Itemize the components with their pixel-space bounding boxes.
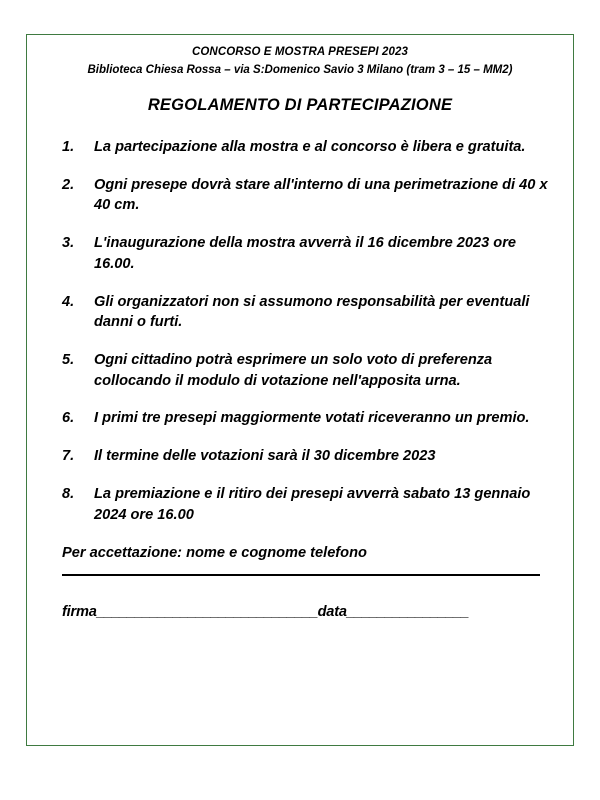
list-item <box>52 233 548 274</box>
data-field[interactable]: ________________ <box>346 604 469 621</box>
list-item-text: Gli organizzatori non si assumono responsabilità per eventuali danni o furti. <box>94 293 530 331</box>
list-item-number: 4. <box>62 293 75 310</box>
firma-label: firma <box>62 604 97 621</box>
list-item-number: 8. <box>62 485 75 502</box>
list-item <box>52 350 548 391</box>
list-item-text: Ogni presepe dovrà stare all'interno di una perimetrazione di 40 x 40 cm. <box>94 176 548 214</box>
page-title: REGOLAMENTO DI PARTECIPAZIONE <box>147 96 453 114</box>
list-item <box>52 292 548 333</box>
list-item-text: I primi tre presepi maggiormente votati riceveranno un premio. <box>94 410 530 427</box>
data-label: data <box>317 604 347 621</box>
signature-row <box>62 604 548 620</box>
list-item <box>52 484 548 525</box>
list-item-number: 1. <box>62 139 75 155</box>
list-item-number: 5. <box>62 352 75 369</box>
rules-list <box>52 137 548 525</box>
list-item <box>52 137 548 158</box>
document-content <box>26 34 574 746</box>
list-item <box>52 175 548 216</box>
list-item-text: Ogni cittadino potrà esprimere un solo voto di preferenza collocando il modulo di votazione nell'apposita urna. <box>94 352 493 389</box>
list-item-text: Il termine delle votazioni sarà il 30 dicembre 2023 <box>94 448 436 465</box>
list-item-text: L'inaugurazione della mostra avverrà il 16 dicembre 2023 ore 16.00. <box>94 235 517 272</box>
list-item-number: 7. <box>62 448 75 465</box>
list-item-number: 6. <box>62 410 75 427</box>
acceptance-underline <box>62 563 540 576</box>
list-item-text: La partecipazione alla mostra e al concorso è libera e gratuita. <box>94 139 526 155</box>
acceptance-label: Per accettazione: nome e cognome telefono <box>62 545 367 562</box>
document-header-title: CONCORSO E MOSTRA PRESEPI 2023 <box>191 46 408 58</box>
list-item-text: La premiazione e il ritiro dei presepi avverrà sabato 13 gennaio 2024 ore 16.00 <box>94 485 531 523</box>
list-item <box>52 408 548 429</box>
list-item <box>52 446 548 467</box>
firma-field[interactable]: _____________________________ <box>96 604 318 621</box>
list-item-number: 3. <box>62 235 75 252</box>
list-item-number: 2. <box>62 176 75 193</box>
document-header-subtitle: Biblioteca Chiesa Rossa – via S:Domenico Savio 3 Milano (tram 3 – 15 – MM2) <box>87 64 513 76</box>
